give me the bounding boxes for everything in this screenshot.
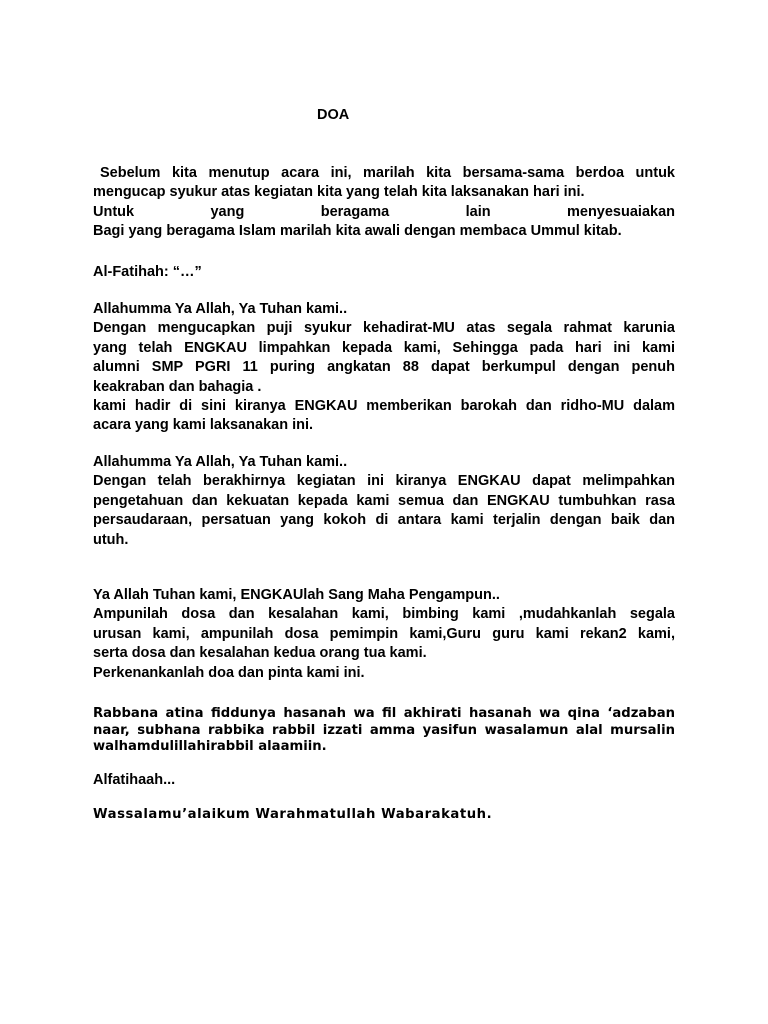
p3-line-4: serta dosa dan kesalahan kedua orang tua kami.	[93, 645, 427, 662]
p1-line-6: kami hadir di sini kiranya ENGKAU memberikan barokah dan ridho-MU dalam	[93, 398, 675, 415]
opening-paragraph	[93, 164, 675, 242]
prayer-paragraph-2	[93, 453, 675, 550]
rabbana-line-3: walhamdulillahirabbil alaamiin.	[93, 739, 327, 755]
p1-line-5: keakraban dan bahagia .	[93, 378, 262, 395]
rabbana-paragraph	[93, 706, 675, 756]
p3-line-5: Perkenankanlah doa dan pinta kami ini.	[93, 664, 365, 681]
p1-line-2: Dengan mengucapkan puji syukur kehadirat-MU atas segala rahmat karunia	[93, 320, 675, 337]
prayer-paragraph-3	[93, 586, 675, 683]
rabbana-line-1: Rabbana atina fiddunya hasanah wa fil akhirati hasanah wa qina ‘adzaban	[93, 706, 675, 721]
p3-line-2: Ampunilah dosa dan kesalahan kami, bimbing kami ,mudahkanlah segala	[93, 606, 675, 623]
p1-line-1: Allahumma Ya Allah, Ya Tuhan kami..	[93, 301, 348, 317]
p1-line-7: acara yang kami laksanakan ini.	[93, 417, 314, 434]
alfatihaah-text: Alfatihaah...	[93, 772, 176, 788]
p3-line-1: Ya Allah Tuhan kami, ENGKAUlah Sang Maha Pengampun..	[93, 587, 500, 603]
p2-line-3: pengetahuan dan kekuatan kepada kami semua dan ENGKAU tumbuhkan rasa	[93, 492, 675, 509]
p1-line-3: yang telah ENGKAU limpahkan kepada kami, Sehingga pada hari ini kami	[93, 339, 675, 356]
opening-line-1: Sebelum kita menutup acara ini, marilah kita bersama-sama berdoa untuk	[100, 165, 675, 181]
p2-line-4: persaudaraan, persatuan yang kokoh di antara kami terjalin dengan baik dan	[93, 512, 675, 529]
prayer-paragraph-1	[93, 300, 675, 436]
rabbana-line-2: naar, subhana rabbika rabbil izzati amma yasifun wasalamun alal mursalin	[93, 722, 675, 738]
p3-line-3: urusan kami, ampunilah dosa pemimpin kami,Guru guru kami rekan2 kami,	[93, 625, 675, 642]
closing-line	[93, 805, 675, 824]
p2-line-1: Allahumma Ya Allah, Ya Tuhan kami..	[93, 454, 348, 470]
opening-line-2: mengucap syukur atas kegiatan kita yang telah kita laksanakan hari ini.	[93, 184, 585, 201]
fatihah-text: Al-Fatihah: “…”	[93, 264, 202, 280]
opening-line-4: Bagi yang beragama Islam marilah kita awali dengan membaca Ummul kitab.	[93, 223, 622, 240]
closing-text: Wassalamu’alaikum Warahmatullah Wabarakatuh.	[93, 807, 493, 822]
document-page	[93, 0, 675, 1024]
alfatihaah-line	[93, 771, 675, 790]
p2-line-5: utuh.	[93, 531, 129, 548]
document-title: DOA	[317, 107, 350, 123]
p2-line-2: Dengan telah berakhirnya kegiatan ini kiranya ENGKAU dapat melimpahkan	[93, 473, 675, 490]
opening-line-3: Untuk yang beragama lain menyesuaiakan	[93, 203, 675, 220]
fatihah-line	[93, 263, 675, 282]
p1-line-4: alumni SMP PGRI 11 puring angkatan 88 dapat berkumpul dengan penuh	[93, 359, 675, 376]
